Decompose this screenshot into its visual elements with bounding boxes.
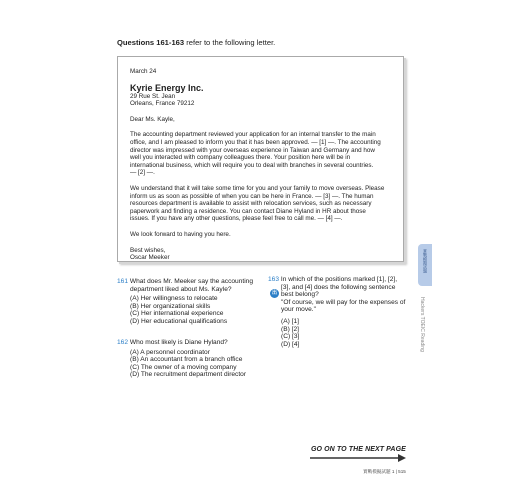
letter-paragraph-2 bbox=[130, 185, 392, 223]
stem-line: "Of course, we will pay for the expenses of bbox=[281, 298, 406, 306]
section-heading bbox=[117, 38, 275, 47]
stem-line: department liked about Ms. Kayle? bbox=[130, 285, 232, 293]
stem-line: Who most likely is Diane Hyland? bbox=[129, 339, 228, 346]
letter-date: March 24 bbox=[130, 68, 157, 75]
letter-box bbox=[117, 56, 404, 262]
option-a[interactable]: (A) Her willingness to relocate bbox=[130, 295, 218, 303]
question-162 bbox=[117, 339, 246, 379]
para1-line: director was impressed with your overseas experience in Taiwan and Germany and how bbox=[130, 146, 375, 154]
question-stem bbox=[268, 276, 405, 284]
option-b[interactable]: (B) An accountant from a branch office bbox=[130, 356, 243, 364]
question-number: 161 bbox=[117, 278, 129, 285]
heading-rest: refer to the following letter. bbox=[184, 38, 276, 47]
para1-line: well you interacted with company colleagues there. Your position here will be in bbox=[130, 154, 351, 162]
stem-line: best belong? bbox=[281, 291, 319, 299]
option-b[interactable]: (B) [2] bbox=[281, 325, 299, 333]
letter-paragraph-1 bbox=[130, 131, 392, 177]
option-c[interactable]: (C) [3] bbox=[281, 333, 300, 341]
options-list bbox=[117, 349, 246, 379]
para1-line: office, and I am pleased to inform you that it has been approved. — [1] —. The accounting bbox=[130, 138, 381, 146]
para2-line: paperwork and finding a residence. You can contact Diane Hyland in HR about those bbox=[130, 207, 366, 215]
question-163 bbox=[268, 276, 405, 348]
option-d[interactable]: (D) The recruitment department director bbox=[130, 371, 247, 379]
para2-line: We understand that it will take some time for you and your family to move overseas. Please bbox=[130, 184, 385, 192]
arrow-right-icon bbox=[310, 454, 406, 462]
options-list bbox=[268, 318, 405, 348]
stem-line: your move." bbox=[281, 306, 316, 314]
letter-signature: Oscar Meeker bbox=[130, 254, 170, 262]
para2-line: inform us as soon as possible of when you can be here in France. — [3] —. The human bbox=[130, 192, 374, 200]
question-number: 163 bbox=[268, 276, 280, 283]
option-a[interactable]: (A) [1] bbox=[281, 317, 299, 325]
para1-line: international business, which will require you to deal with branches in several countries. bbox=[130, 161, 374, 169]
letter-address-1: 29 Rue St. Jean bbox=[130, 92, 176, 100]
option-d[interactable]: (D) [4] bbox=[281, 340, 300, 348]
side-book-label: Hackers TOEIC Reading bbox=[419, 297, 425, 352]
question-number: 162 bbox=[117, 339, 129, 346]
option-c[interactable]: (C) Her international experience bbox=[130, 310, 224, 318]
tip-badge-icon: 出 bbox=[271, 290, 277, 296]
letter-salutation: Dear Ms. Kayle, bbox=[130, 115, 175, 123]
para1-line: — [2] —. bbox=[130, 169, 155, 177]
go-on-label: GO ON TO THE NEXT PAGE bbox=[311, 446, 406, 453]
para1-line: The accounting department reviewed your application for an internal transfer to the main bbox=[130, 131, 376, 139]
page-footer: 實戰模擬試題 1 | 515 bbox=[363, 469, 406, 474]
option-c[interactable]: (C) The owner of a moving company bbox=[130, 363, 237, 371]
letter-closing: Best wishes, bbox=[130, 246, 166, 254]
question-stem bbox=[117, 339, 246, 347]
question-stem bbox=[117, 278, 253, 286]
option-d[interactable]: (D) Her educational qualifications bbox=[130, 317, 228, 325]
option-a[interactable]: (A) A personnel coordinator bbox=[130, 348, 210, 356]
para2-line: resources department is available to assist with relocation services, such as necessary bbox=[130, 200, 372, 208]
heading-bold: Questions 161-163 bbox=[117, 38, 185, 47]
letter-paragraph-3: We look forward to having you here. bbox=[130, 230, 231, 238]
question-161 bbox=[117, 278, 253, 326]
option-b[interactable]: (B) Her organizational skills bbox=[130, 302, 211, 310]
letter-company: Kyrie Energy Inc. bbox=[130, 82, 204, 93]
side-tab-label: 實戰模擬試題 bbox=[423, 249, 428, 273]
stem-line: In which of the positions marked [1], [2], bbox=[280, 276, 398, 283]
options-list bbox=[117, 295, 253, 325]
letter-address-2: Orleans, France 79212 bbox=[130, 100, 195, 108]
stem-line: [3], and [4] does the following sentence bbox=[281, 283, 396, 291]
stem-line: What does Mr. Meeker say the accounting bbox=[129, 278, 254, 285]
para2-line: issues. If you have any other questions, please feel free to call me. — [4] —. bbox=[130, 215, 343, 223]
